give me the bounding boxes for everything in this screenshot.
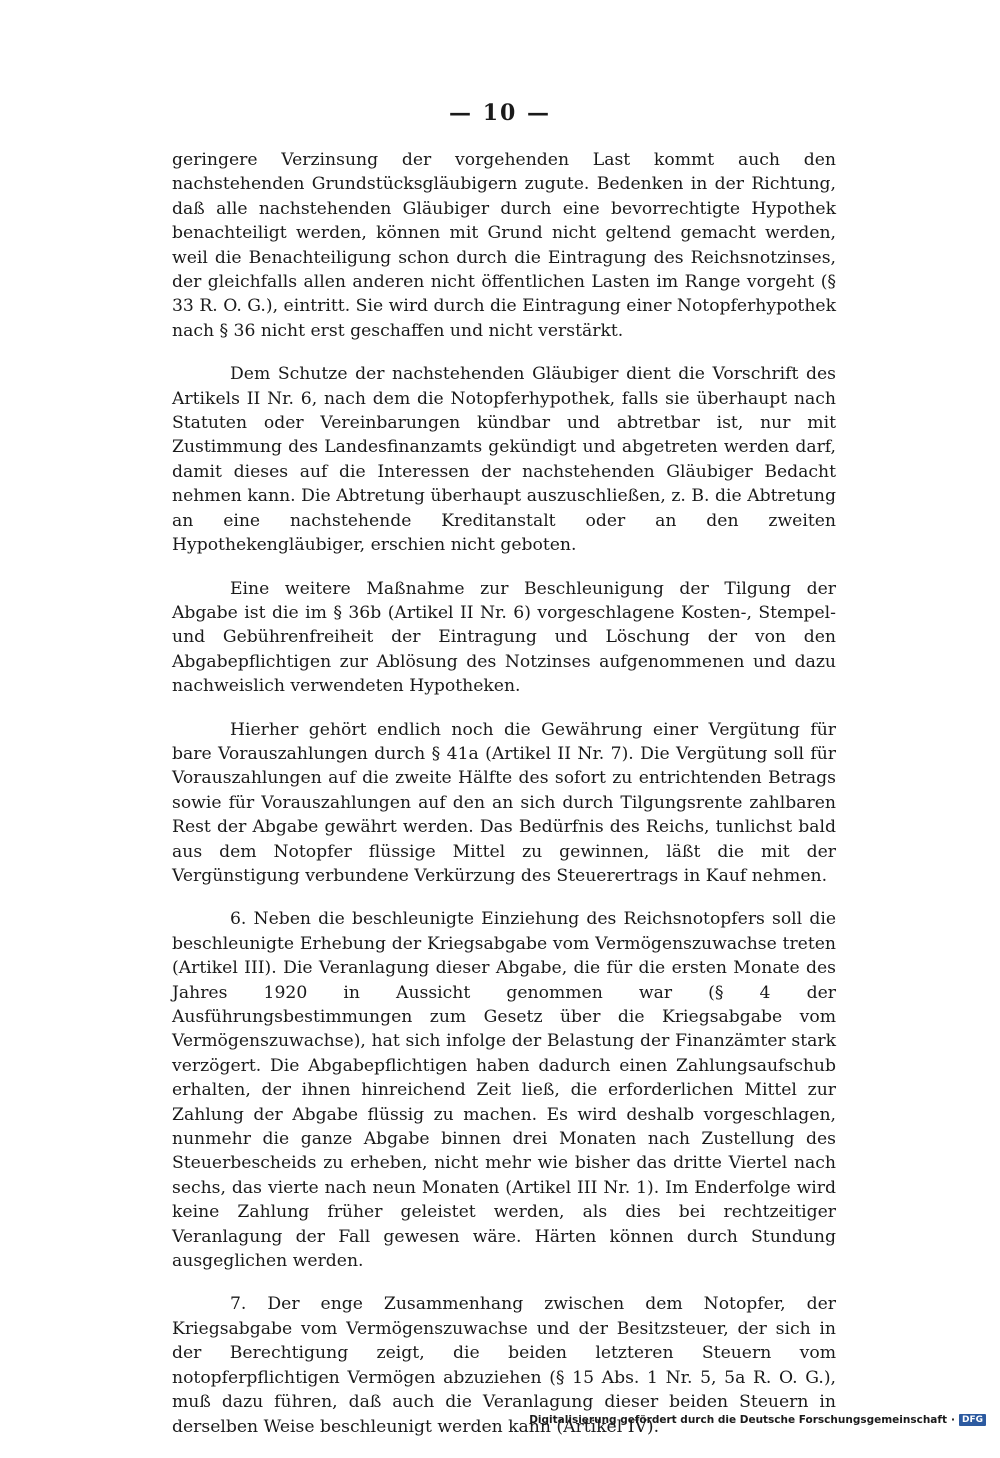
paragraph-section-7: 7. Der enge Zusammenhang zwischen dem Notopfer, der Kriegsabgabe vom Vermögenszuwachse und der Besitzsteuer, der sich in der Berechtigung zeigt, die beiden letzteren Steuern vom notopferpflichtigen Vermögen abzuziehen (§ 15 Abs. 1 Nr. 5, 5a R. O. G.), muß dazu führen, daß auch die Veranlagung dieser beiden Steuern in derselben Weise beschleunigt werden kann (Artikel IV). — [172, 1294, 836, 1437]
dfg-logo: DFG — [959, 1414, 986, 1426]
page-number: — 10 — — [449, 100, 551, 126]
paragraph-prepayment: Hierher gehört endlich noch die Gewährung einer Vergütung für bare Vorauszahlungen durch § 41a (Artikel II Nr. 7). Die Vergütung soll für Vorauszahlungen auf die zweite Hälfte des sofort zu entrichtenden Betrags sowie für Vorauszahlungen auf den an sich durch Tilgungsrente zahlbaren Rest der Abgabe gewährt werden. Das Bedürfnis des Reichs, tunlichst bald aus dem Notopfer flüssige Mittel zu gewinnen, läßt die mit der Vergünstigung verbundene Verkürzung des Steuerertrags in Kauf nehmen. — [172, 719, 836, 886]
paragraph-creditor-protection: Dem Schutze der nachstehenden Gläubiger dient die Vorschrift des Artikels II Nr. 6, nach dem die Notopferhypothek, falls sie überhaupt nach Statuten oder Vereinbarungen kündbar und abtretbar ist, nur mit Zustimmung des Landesfinanzamts gekündigt und abgetreten werden darf, damit dieses auf die Interessen der nachstehenden Gläubiger Bedacht nehmen kann. Die Abtretung überhaupt auszuschließen, z. B. die Abtretung an eine nachstehende Kreditanstalt oder an den zweiten Hypothekengläubiger, erschien nicht geboten. — [172, 364, 836, 556]
footer-separator: · — [950, 1414, 955, 1426]
footer-text: Digitalisierung gefördert durch die Deutsche Forschungsgemeinschaft — [529, 1414, 947, 1426]
paragraph-cost-exemption: Eine weitere Maßnahme zur Beschleunigung der Tilgung der Abgabe ist die im § 36b (Artikel II Nr. 6) vorgeschlagene Kosten-, Stempel- und Gebührenfreiheit der Eintragung und Löschung der von den Abgabepflichtigen zur Ablösung des Notzinses aufgenommenen und dazu nachweislich verwendeten Hypotheken. — [172, 578, 836, 697]
document-body — [172, 148, 836, 1458]
paragraph-section-6: 6. Neben die beschleunigte Einziehung des Reichsnotopfers soll die beschleunigte Erhebung der Kriegsabgabe vom Vermögenszuwachse treten (Artikel III). Die Veranlagung dieser Abgabe, die für die ersten Monate des Jahres 1920 in Aussicht genommen war (§ 4 der Ausführungsbestimmungen zum Gesetz über die Kriegsabgabe vom Vermögenszuwachse), hat sich infolge der Belastung der Finanzämter stark verzögert. Die Abgabepflichtigen haben dadurch einen Zahlungsaufschub erhalten, der ihnen hinreichend Zeit ließ, die erforderlichen Mittel zur Zahlung der Abgabe flüssig zu machen. Es wird deshalb vorgeschlagen, nunmehr die ganze Abgabe binnen drei Monaten nach Zustellung des Steuerbescheids zu erheben, nicht mehr wie bisher das dritte Viertel nach sechs, das vierte nach neun Monaten (Artikel III Nr. 1). Im Enderfolge wird keine Zahlung früher geleistet werden, als dies bei rechtzeitiger Veranlagung der Fall gewesen wäre. Härten können durch Stundung ausgeglichen werden. — [172, 909, 836, 1272]
paragraph-continuation: geringere Verzinsung der vorgehenden Last kommt auch den nachstehenden Grundstücksgläubigern zugute. Bedenken in der Richtung, daß alle nachstehenden Gläubiger durch eine bevorrechtigte Hypothek benachteiligt werden, können mit Grund nicht geltend gemacht werden, weil die Benachteiligung schon durch die Eintragung des Reichsnotzinses, der gleichfalls allen anderen nicht öffentlichen Lasten im Range vorgeht (§ 33 R. O. G.), eintritt. Sie wird durch die Eintragung einer Notopferhypothek nach § 36 nicht erst geschaffen und nicht verstärkt. — [172, 150, 836, 341]
digitization-credit — [529, 1414, 986, 1426]
